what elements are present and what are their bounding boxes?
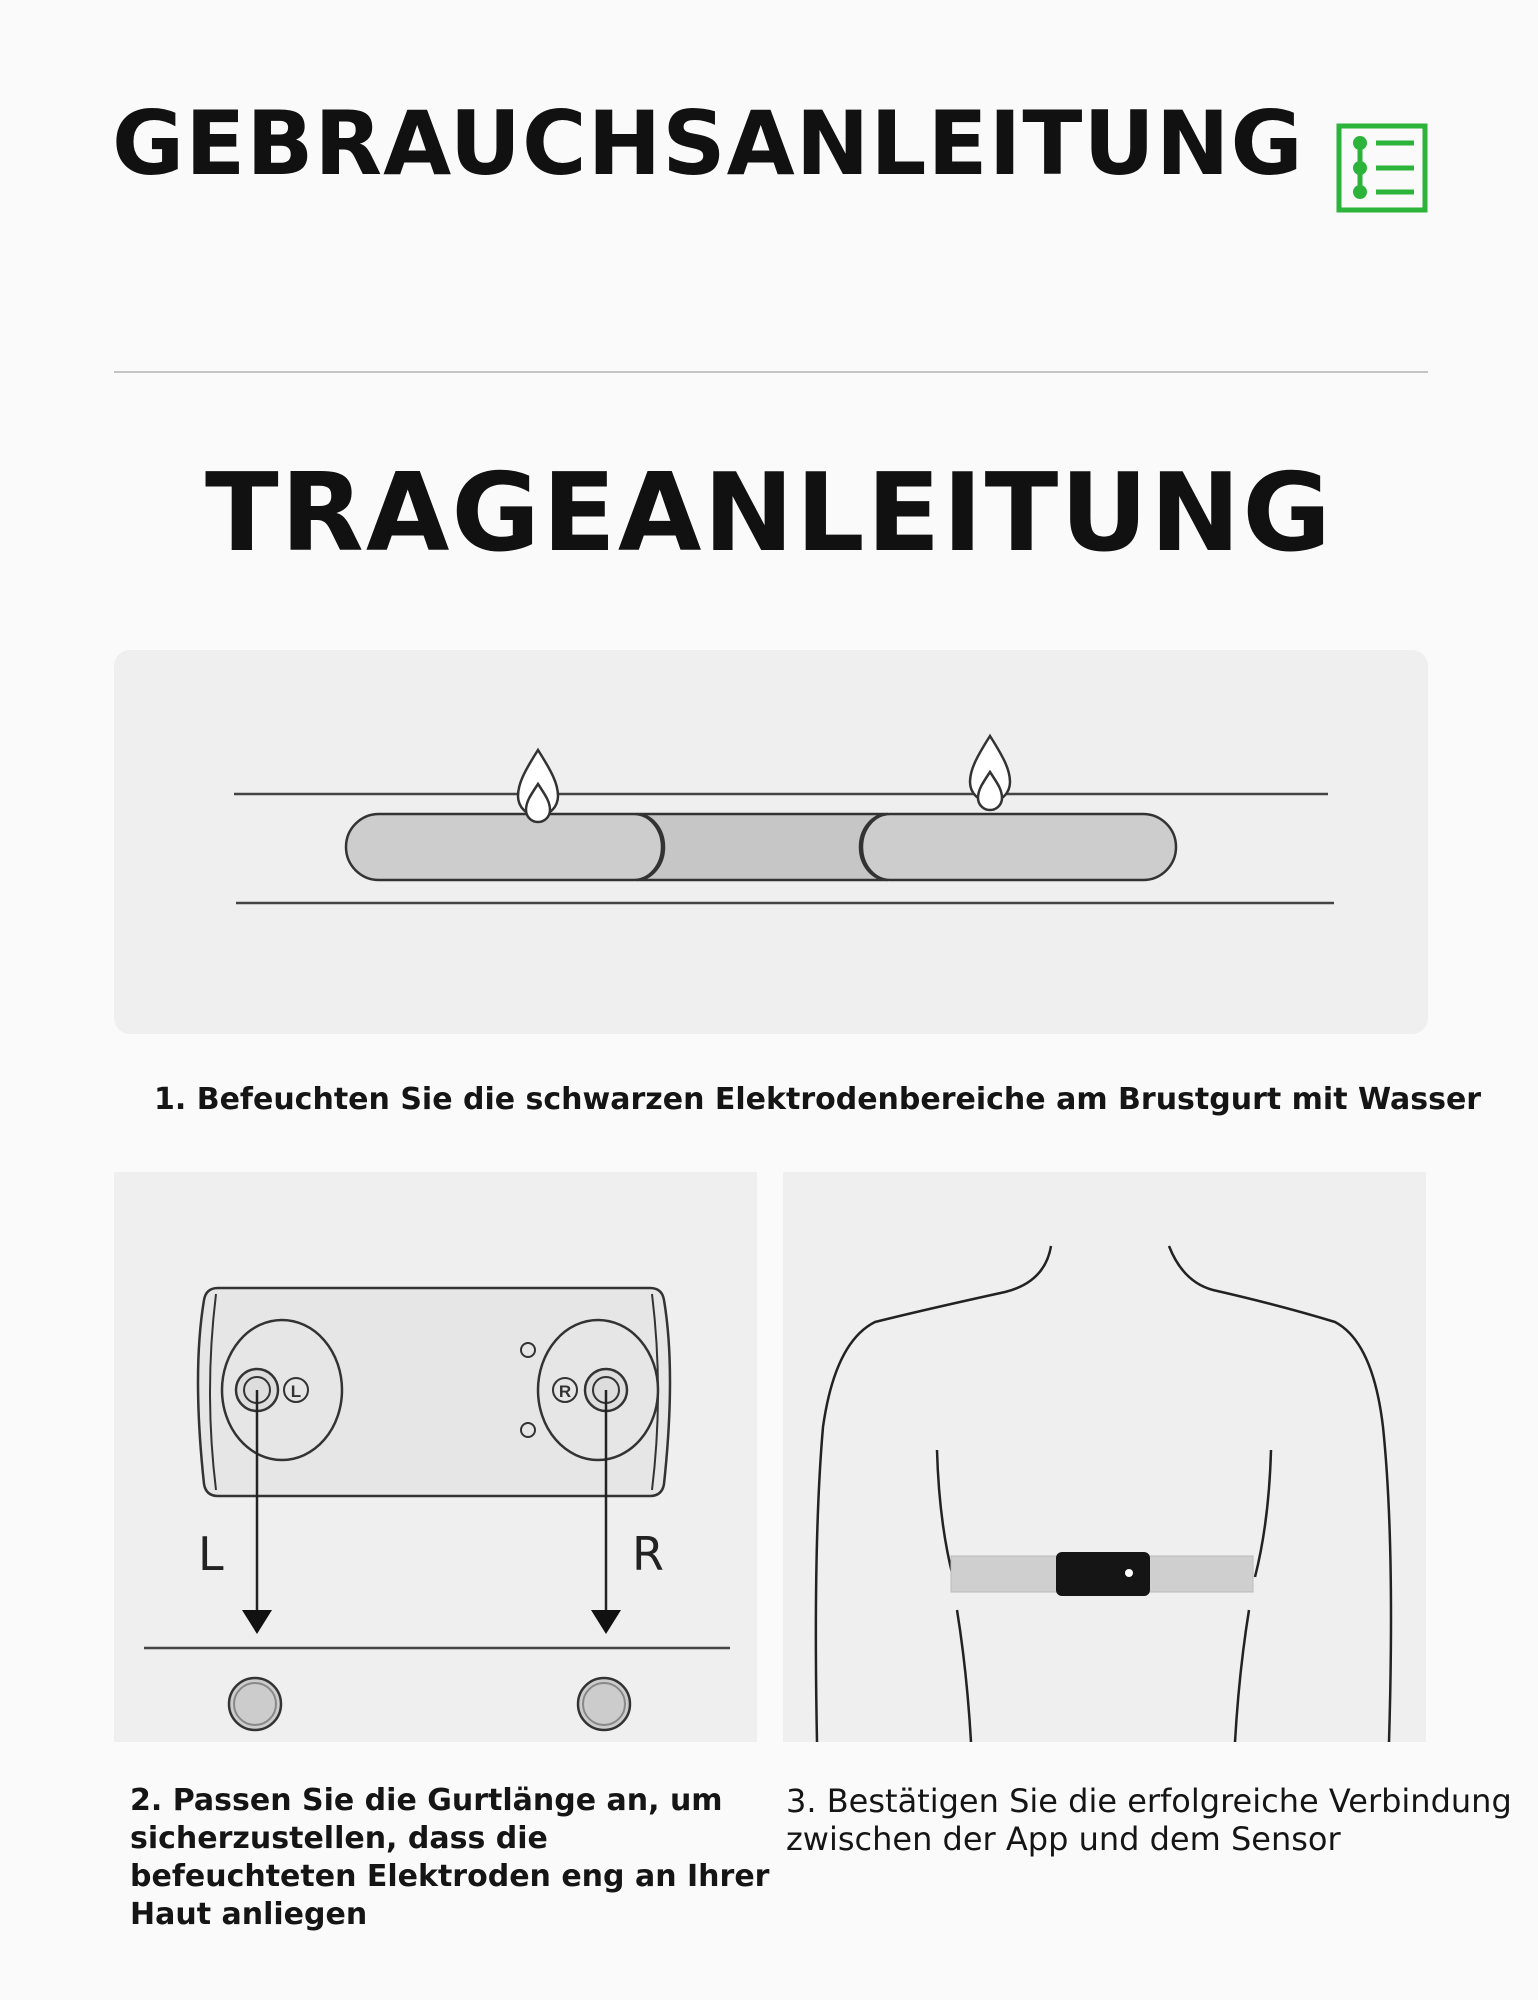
left-electrode-pad — [222, 1320, 342, 1460]
sensor-electrodes-illustration — [114, 1172, 757, 1742]
strap-electrode-left — [346, 814, 662, 880]
water-drop-icon — [970, 736, 1010, 810]
right-label: R — [632, 1527, 664, 1581]
strap-middle — [636, 814, 888, 880]
sensor-module — [1056, 1552, 1150, 1596]
svg-text:L: L — [290, 1382, 302, 1401]
left-label: L — [198, 1527, 224, 1581]
right-electrode-pad — [538, 1320, 658, 1460]
list-icon — [1336, 123, 1428, 213]
skin-contact-point — [229, 1678, 281, 1730]
step-2-text: 2. Passen Sie die Gurtlänge an, um sicherzustellen, dass die befeuchteten Elektroden eng an Ihrer Haut anliegen — [130, 1783, 770, 1932]
step-3-text: 3. Bestätigen Sie die erfolgreiche Verbindung zwischen der App und dem Sensor — [786, 1782, 1512, 1858]
torso-outline — [816, 1246, 1391, 1742]
skin-contact-point — [578, 1678, 630, 1730]
step-1-text: 1. Befeuchten Sie die schwarzen Elektrodenbereiche am Brustgurt mit Wasser — [154, 1082, 1482, 1117]
svg-text:R: R — [558, 1382, 572, 1401]
section-title: TRAGEANLEITUNG — [205, 451, 1333, 576]
page-title: GEBRAUCHSANLEITUNG — [112, 92, 1304, 195]
strap-electrode-right — [862, 814, 1176, 880]
water-drop-icon — [518, 750, 558, 822]
strap-moisten-illustration — [114, 650, 1428, 1034]
section-divider — [114, 371, 1428, 373]
chest-strap-worn-illustration — [783, 1172, 1426, 1742]
